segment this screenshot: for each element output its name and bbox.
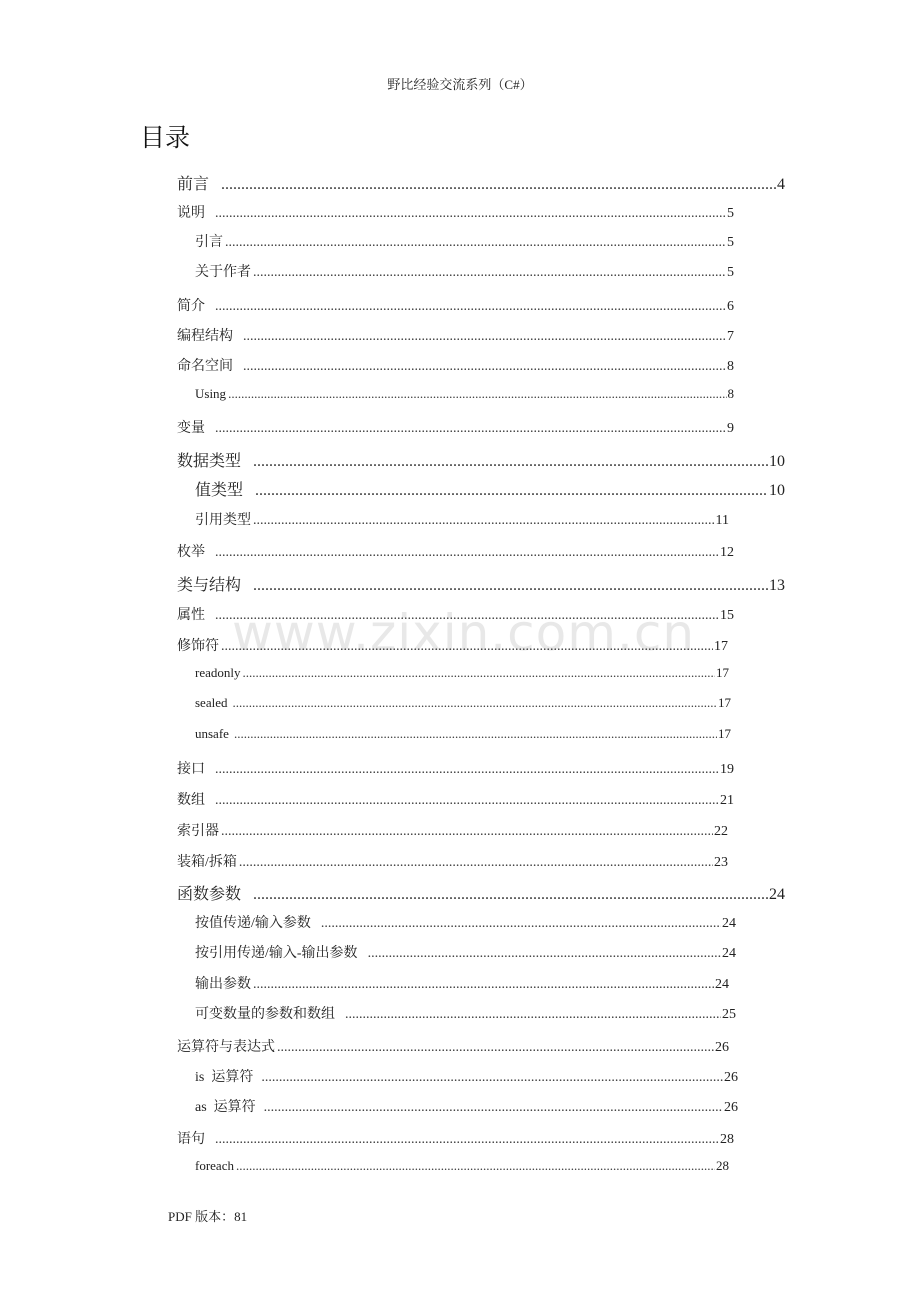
toc-entry[interactable] [177,171,785,194]
toc-entry-page: 13 [769,577,785,594]
toc-entry-page: 26 [724,1100,738,1115]
toc-entry[interactable] [195,1066,738,1086]
toc-entry-page: 24 [715,977,729,992]
toc-entry[interactable] [177,881,785,904]
toc-entry[interactable] [177,355,734,375]
toc-entry-label: 引用类型 [195,513,251,528]
toc-leader-dots [321,916,721,932]
toc-leader-dots [345,1007,721,1023]
toc-leader-dots [242,665,715,681]
toc-entry[interactable] [195,231,734,251]
toc-entry-label: 关于作者 [195,265,251,280]
toc-leader-dots [225,235,726,251]
toc-entry-label: is 运算符 [195,1070,254,1085]
toc-entry-page: 17 [714,639,728,654]
toc-leader-dots [239,855,713,871]
toc-entry-label: 运算符与表达式 [177,1040,275,1055]
toc-leader-dots [253,265,726,281]
toc-entry[interactable] [177,789,734,809]
toc-leader-dots [215,206,726,222]
toc-entry-page: 6 [727,299,734,314]
page-title: 目录 [140,125,191,152]
toc-entry[interactable] [177,541,734,561]
toc-entry[interactable] [195,695,731,711]
toc-entry-page: 24 [722,946,736,961]
toc-entry-page: 28 [716,1158,729,1173]
toc-entry-label: 数组 [177,793,205,808]
toc-entry-label: 属性 [177,608,205,623]
toc-entry-page: 24 [722,916,736,931]
toc-leader-dots [253,577,768,595]
toc-leader-dots [253,977,714,993]
toc-entry-label: 值类型 [195,482,244,499]
running-header: 野比经验交流系列（C#） [387,77,533,92]
toc-entry-page: 8 [727,359,734,374]
toc-entry-page: 17 [716,665,729,680]
toc-entry-page: 21 [720,793,734,808]
toc-entry-label: 枚举 [177,545,205,560]
toc-entry[interactable] [195,1003,736,1023]
toc-leader-dots [215,793,719,809]
toc-entry-label: 前言 [177,176,210,193]
toc-entry-page: 4 [777,176,785,193]
toc-leader-dots [261,1070,723,1086]
toc-entry-page: 5 [727,235,734,250]
toc-entry-label: 按引用传递/输入-输出参数 [195,946,358,961]
toc-entry-label: 函数参数 [177,886,242,903]
toc-entry[interactable] [195,477,785,500]
toc-leader-dots [243,329,726,345]
toc-entry-label: 数据类型 [177,453,242,470]
toc-entry-page: 28 [720,1132,734,1147]
toc-leader-dots [221,639,713,655]
toc-entry-page: 7 [727,329,734,344]
toc-leader-dots [215,545,719,561]
toc-entry-label: 修饰符 [177,639,219,654]
toc-entry-page: 10 [769,482,785,499]
toc-entry-page: 15 [720,608,734,623]
toc-entry-page: 9 [727,421,734,436]
toc-entry[interactable] [195,665,729,681]
toc-leader-dots [215,608,719,624]
toc-entry-label: 索引器 [177,824,219,839]
toc-entry-label: as 运算符 [195,1100,256,1115]
toc-entry-label: Using [195,386,227,401]
toc-entry[interactable] [195,386,734,402]
toc-leader-dots [228,386,726,402]
toc-entry-page: 5 [727,265,734,280]
toc-entry-page: 26 [715,1040,729,1055]
toc-entry-label: 可变数量的参数和数组 [195,1007,335,1022]
toc-leader-dots [264,1100,723,1116]
toc-entry-page: 10 [769,453,785,470]
toc-leader-dots [277,1040,714,1056]
toc-entry-page: 19 [720,762,734,777]
toc-entry[interactable] [195,509,729,529]
toc-leader-dots [221,824,713,840]
toc-entry[interactable] [195,261,734,281]
toc-entry[interactable] [195,1096,738,1116]
toc-entry-label: 装箱/拆箱 [177,855,237,870]
toc-entry[interactable] [177,820,728,840]
toc-entry-label: 按值传递/输入参数 [195,916,311,931]
toc-entry-label: foreach [195,1158,234,1173]
toc-entry-label: 变量 [177,421,205,436]
toc-leader-dots [236,1158,715,1174]
toc-entry-page: 8 [727,386,734,401]
toc-entry[interactable] [195,942,736,962]
toc-entry[interactable] [177,417,734,437]
toc-entry-label: unsafe [195,726,229,741]
toc-leader-dots [253,513,715,529]
toc-leader-dots [215,299,726,315]
toc-entry[interactable] [177,635,728,655]
toc-entry-page: 5 [727,206,734,221]
toc-entry[interactable] [177,295,734,315]
toc-entry[interactable] [195,912,736,932]
toc-entry[interactable] [195,973,729,993]
toc-leader-dots [232,695,717,711]
toc-entry[interactable] [177,448,785,471]
toc-entry-label: 类与结构 [177,577,242,594]
toc-entry-page: 25 [722,1007,736,1022]
toc-entry[interactable] [177,325,734,345]
toc-entry[interactable] [177,572,785,595]
toc-entry-page: 11 [715,513,729,528]
toc-leader-dots [253,886,768,904]
toc-entry-label: 命名空间 [177,359,233,374]
toc-entry-label: readonly [195,665,241,680]
toc-leader-dots [215,421,726,437]
toc-entry[interactable] [177,1128,734,1148]
toc-leader-dots [221,176,776,194]
watermark-text: www.zixin.com.cn [232,604,696,662]
toc-leader-dots [253,453,768,471]
toc-entry[interactable] [177,604,734,624]
toc-entry[interactable] [195,1158,729,1174]
toc-entry-label: 接口 [177,762,205,777]
toc-leader-dots [368,946,721,962]
toc-entry-label: 编程结构 [177,329,233,344]
toc-entry-label: 简介 [177,299,205,314]
toc-entry-label: 输出参数 [195,977,251,992]
toc-leader-dots [234,726,717,742]
toc-entry-page: 26 [724,1070,738,1085]
toc-leader-dots [215,1132,719,1148]
toc-leader-dots [255,482,768,500]
toc-leader-dots [215,762,719,778]
toc-entry-page: 17 [718,726,731,741]
toc-entry-label: 说明 [177,206,205,221]
toc-entry-label: sealed [195,695,228,710]
toc-entry[interactable] [177,202,734,222]
toc-entry-page: 17 [718,695,731,710]
toc-entry-page: 12 [720,545,734,560]
toc-entry-page: 22 [714,824,728,839]
toc-entry-label: 语句 [177,1132,205,1147]
toc-entry-page: 23 [714,855,728,870]
toc-entry[interactable] [195,726,731,742]
toc-entry[interactable] [177,1036,729,1056]
toc-entry[interactable] [177,851,728,871]
pdf-version-footer: PDF 版本：81 [168,1209,248,1224]
toc-entry-label: 引言 [195,235,223,250]
toc-entry[interactable] [177,758,734,778]
toc-leader-dots [243,359,726,375]
toc-entry-page: 24 [769,886,785,903]
